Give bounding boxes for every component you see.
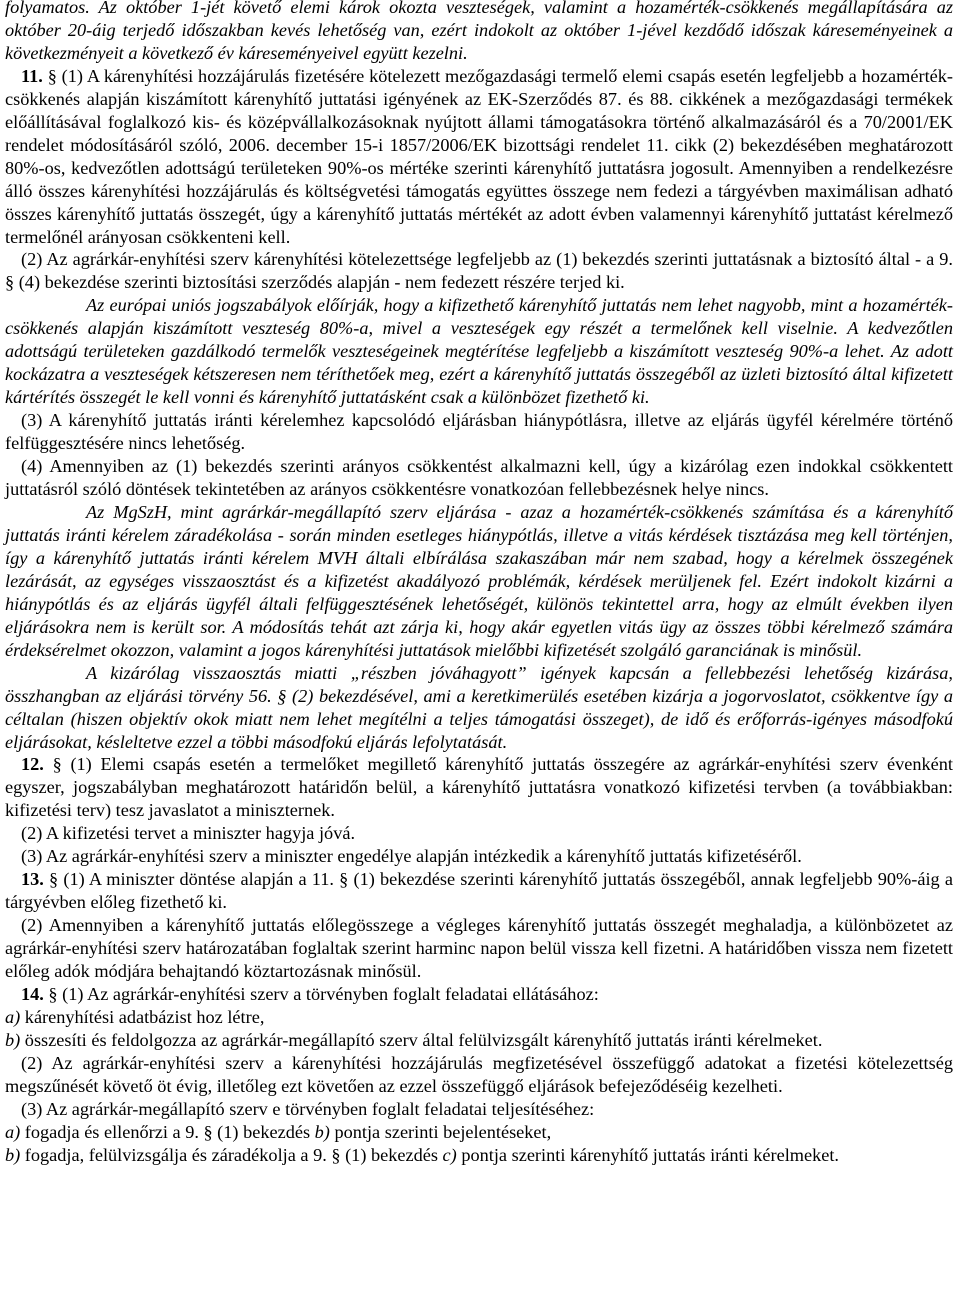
section-number: 13. xyxy=(21,869,44,890)
list-item-label: b) xyxy=(5,1029,21,1050)
section-11-paragraph-2: (2) Az agrárkár-enyhítési szerv kárenyhítési kötelezettsége legfeljebb az (1) bekezdés szerinti juttatásnak a biztosító által - a 9. § (4) bekezdése szerinti biztosítási szerződés alapján - nem fedezett részére terjed ki. xyxy=(5,249,953,293)
point-reference: c) xyxy=(442,1144,457,1165)
list-item-text: fogadja és ellenőrzi a 9. § (1) bekezdés xyxy=(20,1121,315,1142)
justification-paragraph: folyamatos. Az október 1-jét követő elemi károk okozta veszteségek, valamint a hozamérték-csökkenés megállapítására az október 20-áig terjedő időszakban kevés lehetőség van, ezért indokolt az október 1-jével kezdődő időszak káreseményeinek a következményeit a következő év káreseményeivel együtt kezelni. xyxy=(5,0,953,63)
list-item-text: fogadja, felülvizsgálja és záradékolja a 9. § (1) bekezdés xyxy=(20,1144,443,1165)
list-item-label: b) xyxy=(5,1144,21,1165)
section-11-paragraph-1 xyxy=(5,65,953,249)
section-number: 11. xyxy=(21,65,43,86)
list-item xyxy=(5,1144,953,1167)
section-number: 12. xyxy=(21,754,44,775)
point-reference: b) xyxy=(314,1121,330,1142)
justification-paragraph: Az európai uniós jogszabályok előírják, hogy a kifizethető kárenyhítő juttatás nem lehet nagyobb, mint a hozamérték-csökkenés alapján kiszámított veszteség 80%-a, mivel a veszteségek egy részét a termelőnek kell viselnie. A kedvezőtlen adottságú területeken gazdálkodó termelők veszteségeinek megtérítése legfeljebb a kiszámított veszteség 90%-a lehet. Az adott kockázatra a veszteségek kétszeresen nem téríthetőek meg, ezért a kárenyhítő juttatás összegéből az üzleti biztosító által kifizetett kártérítés összegét le kell vonni és kárenyhítő juttatásként csak a különbözet fizethető ki. xyxy=(5,295,953,408)
list-item xyxy=(5,1121,953,1144)
section-12-paragraph-3: (3) Az agrárkár-enyhítési szerv a miniszter engedélye alapján intézkedik a kárenyhítő juttatás kifizetéséről. xyxy=(21,846,802,867)
paragraph-text: § (1) A kárenyhítési hozzájárulás fizetésére kötelezett mezőgazdasági termelő elemi csapás esetén legfeljebb a hozamérték-csökkenés alapján kiszámított kárenyhítő juttatási igényének az EK-Szerződés 87. és 88. cikkének a mezőgazdasági termékek előállításával foglalkozó kis- és középvállalkozásoknak nyújtott állami támogatásokra történő alkalmazásáról és a 70/2001/EK rendelet módosításáról szóló, 2006. december 15-i 1857/2006/EK bizottsági rendelet 11. cikk (2) bekezdésében meghatározott 80%-os, kedvezőtlen adottságú területeken 90%-os mértéke szerinti kárenyhítő juttatásra jogosult. Amennyiben a rendelkezésre álló összes kárenyhítési hozzájárulás és költségvetési támogatás együttes összege nem fedezi a tárgyévben maximálisan adható összes kárenyhítő juttatás összegét, úgy a kárenyhítő juttatás mértékét az adott évben valamennyi kárenyhítő juttatást kérelmező termelőnél arányosan csökkenteni kell. xyxy=(5,65,953,247)
section-11-paragraph-3: (3) A kárenyhítő juttatás iránti kérelemhez kapcsolódó eljárásban hiánypótlásra, illetve az eljárás ügyfél kérelmére történő felfüggesztésére nincs lehetőség. xyxy=(5,410,953,454)
section-12-paragraph-2: (2) A kifizetési tervet a miniszter hagyja jóvá. xyxy=(21,823,356,844)
document-page xyxy=(5,0,953,1167)
list-item-text: kárenyhítési adatbázist hoz létre, xyxy=(20,1006,265,1027)
section-14-paragraph-1 xyxy=(5,983,953,1006)
section-13-paragraph-1 xyxy=(5,868,953,914)
section-13-paragraph-2: (2) Amennyiben a kárenyhítő juttatás előlegösszege a végleges kárenyhítő juttatás összegét meghaladja, a különbözetet az agrárkár-enyhítési szerv határozatában foglaltak szerint harminc napon belül vissza kell fizetni. A határidőben vissza nem fizetett előleg adók módjára behajtandó köztartozásnak minősül. xyxy=(5,915,953,982)
paragraph-text: § (1) Elemi csapás esetén a termelőket megillető kárenyhítő juttatás összegére az agrárkár-enyhítési szerv évenként egyszer, jogszabályban meghatározott határidőn belül, a kárenyhítő juttatásra vonatkozó kifizetési tervben (a továbbiakban: kifizetési terv) tesz javaslatot a miniszternek. xyxy=(5,754,953,821)
list-item-text: pontja szerinti bejelentéseket, xyxy=(329,1121,552,1142)
justification-paragraph: A kizárólag visszaosztás miatti „részben jóváhagyott” igények kapcsán a fellebbezési lehetőség kizárása, összhangban az eljárási törvény 56. § (2) bekezdésével, ami a keretkimerülés esetében kizárja a jogorvoslatot, csökkentve így a céltalan (hiszen objektív okok miatt nem lehet megítélni a teljes támogatási összeget), de idő és erőforrás-igényes másodfokú eljárásokat, késleltetve ezzel a többi másodfokú eljárás lefolytatását. xyxy=(5,662,953,752)
justification-paragraph: Az MgSzH, mint agrárkár-megállapító szerv eljárása - azaz a hozamérték-csökkenés számítása és a kárenyhítő juttatás iránti kérelem záradékolása - során minden esetleges hiánypótlás, illetve a vitás kérdések tisztázása meg kell történjen, így a kárenyhítő juttatás iránti kérelem MVH általi elbírálása szakaszában már nem szabad, hogy a kérelmek összegének lezárását, az egységes visszaosztást és a kifizetést akadályozó problémák, kérdések merüljenek fel. Ezért indokolt kizárni a hiánypótlás és az eljárás ügyfél általi felfüggesztésének lehetőségét, különös tekintettel arra, hogy az elmúlt években ilyen eljárásokra nem is került sor. A módosítás tehát azt zárja ki, hogy akár egyetlen vitás ügy az összes többi kérelmező számára érdeksérelmet okozzon, valamint a jogos kárenyhítési juttatások mielőbbi kifizetését szolgáló garanciának is minősül. xyxy=(5,501,953,660)
paragraph-text: § (1) A miniszter döntése alapján a 11. § (1) bekezdése szerinti kárenyhítő juttatás összegéből, annak legfeljebb 90%-áig a tárgyévben előleg fizethető ki. xyxy=(5,869,953,913)
section-number: 14. xyxy=(21,983,44,1004)
list-item xyxy=(5,1029,953,1052)
section-14-paragraph-2: (2) Az agrárkár-enyhítési szerv a kárenyhítési hozzájárulás megfizetésével összefüggő adatokat a fizetési kötelezettség megszűnését követő öt évig, illetőleg ezt követően az ezzel összefüggő eljárások befejeződéséig kezelheti. xyxy=(5,1052,953,1096)
list-item-label: a) xyxy=(5,1121,21,1142)
list-item-label: a) xyxy=(5,1006,21,1027)
list-item-text: összesíti és feldolgozza az agrárkár-megállapító szerv által felülvizsgált kárenyhítő juttatás iránti kérelmeket. xyxy=(20,1029,823,1050)
list-item xyxy=(5,1006,953,1029)
paragraph-text: § (1) Az agrárkár-enyhítési szerv a törvényben foglalt feladatai ellátásához: xyxy=(43,983,599,1004)
section-11-paragraph-4: (4) Amennyiben az (1) bekezdés szerinti arányos csökkentést alkalmazni kell, úgy a kizárólag ezen indokkal csökkentett juttatásról szóló döntések tekintetében az arányos csökkentésre vonatkozóan fellebbezésnek helye nincs. xyxy=(5,456,953,500)
list-item-text: pontja szerinti kárenyhítő juttatás iránti kérelmeket. xyxy=(456,1144,840,1165)
section-12-paragraph-1 xyxy=(5,753,953,822)
section-14-paragraph-3: (3) Az agrárkár-megállapító szerv e törvényben foglalt feladatai teljesítéséhez: xyxy=(21,1098,595,1119)
